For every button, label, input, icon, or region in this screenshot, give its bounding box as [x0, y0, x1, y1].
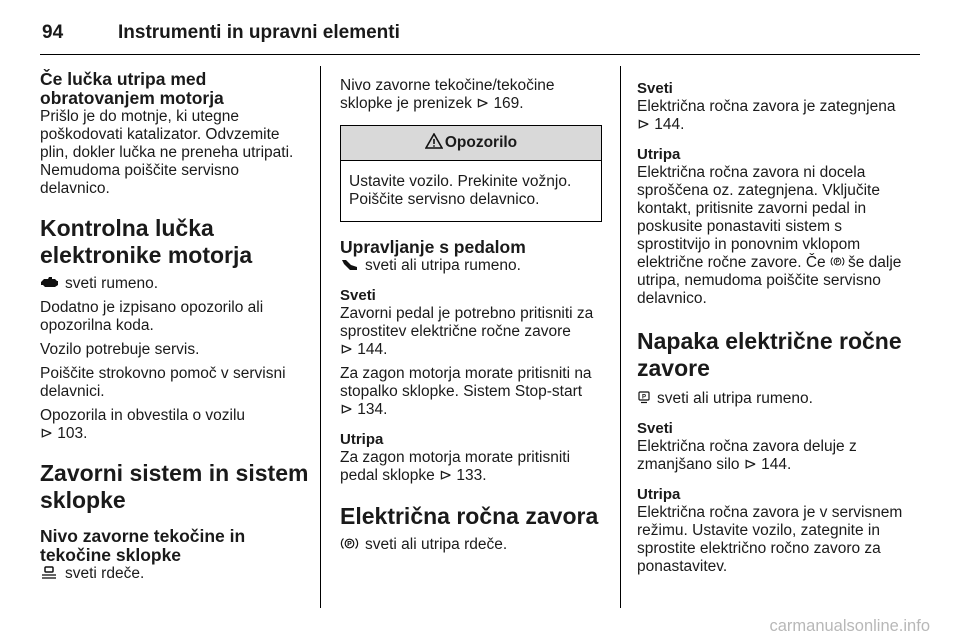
warning-box-header	[341, 126, 601, 161]
heading-electric-parking-brake: Električna ročna zavora	[340, 503, 599, 529]
page-ref-arrow-icon: ⊳	[439, 467, 457, 484]
warning-triangle-icon	[425, 128, 443, 144]
engine-lamp-line: sveti rumeno.	[40, 275, 310, 293]
paragraph-service-needed: Vozilo potrebuje servis.	[40, 341, 200, 358]
page-header	[40, 14, 920, 55]
page-ref-arrow-icon: ⊳	[743, 456, 762, 473]
column-divider-2	[620, 66, 621, 608]
paragraph-epb-not-released: Električna ročna zavora ni docela sproščena oz. zategnjena. Vključite kontakt, pritisnite zavorni pedal in poskusite ponastaviti sistem s sprostitvijo in ponovnim vklopom električne ročne zavore. Če P še dalje utripa, nemudoma poiščite servisno delavnico.	[637, 164, 902, 307]
paragraph-warning-code: Dodatno je izpisano opozorilo ali opozorilna koda.	[40, 299, 264, 334]
brake-fluid-icon	[40, 566, 59, 579]
heading-brake-clutch: Zavorni sistem in sistem sklopke	[40, 460, 309, 513]
pedal-lamp-line: sveti ali utripa rumeno.	[340, 257, 602, 275]
paragraph-service-mode: Električna ročna zavora je v servisnem režimu. Ustavite vozilo, zategnite in sprostite električno ročno zavoro za ponastavitev.	[637, 504, 903, 575]
page-ref-arrow-icon: ⊳	[40, 425, 58, 442]
epb-lamp-line: P sveti ali utripa rdeče.	[340, 536, 602, 554]
paragraph-clutch-pedal: Za zagon motorja morate pritisniti pedal sklopke ⊳ 133.	[340, 449, 571, 484]
subheading-flashing: Utripa	[637, 146, 681, 163]
fault-lamp-line: P sveti ali utripa rumeno.	[637, 390, 907, 408]
paragraph-epb-applied: Električna ročna zavora je zategnjena ⊳ 144.	[637, 98, 896, 133]
paragraph-vehicle-messages: Opozorila in obvestila o vozilu ⊳ 103.	[40, 407, 246, 442]
paragraph-seek-help: Poiščite strokovno pomoč v servisni delavnici.	[40, 365, 286, 400]
brake-lamp-line: sveti rdeče.	[40, 565, 310, 583]
engine-check-icon	[40, 276, 59, 289]
chapter-title: Instrumenti in upravni elementi	[118, 22, 400, 43]
subheading-flashing: Utripa	[637, 486, 681, 503]
subheading-lit: Sveti	[637, 420, 673, 437]
svg-text:P: P	[347, 541, 352, 549]
watermark: carmanualsonline.info	[769, 617, 930, 635]
parking-brake-icon	[830, 255, 845, 268]
heading-fluid-level: Nivo zavorne tekočine in tekočine sklopke	[40, 526, 246, 565]
warning-text: Ustavite vozilo. Prekinite vožnjo. Poiščite servisno delavnico.	[349, 173, 572, 208]
page-ref-arrow-icon: ⊳	[340, 341, 358, 358]
column-2	[340, 77, 602, 554]
subheading-lit: Sveti	[340, 287, 376, 304]
heading-engine-electronics: Kontrolna lučka elektronike motorja	[40, 215, 253, 268]
page-number: 94	[42, 22, 64, 43]
page-ref-arrow-icon: ⊳	[340, 401, 358, 418]
subheading-lit: Sveti	[637, 80, 673, 97]
heading-pedal-operation: Upravljanje s pedalom	[340, 237, 526, 257]
paragraph-catalyst: Prišlo je do motnje, ki utegne poškodovati katalizator. Odvzemite plin, dokler lučka ne preneha utripati. Nemudoma poiščite servisno delavnico.	[40, 108, 294, 197]
foot-pedal-icon	[340, 258, 359, 271]
parking-brake-icon	[340, 537, 359, 550]
page-ref-arrow-icon: ⊳	[476, 95, 494, 112]
column-divider-1	[320, 66, 321, 608]
svg-text:P: P	[641, 394, 647, 401]
heading-epb-fault: Napaka električne ročne zavore	[637, 328, 902, 381]
page-ref-arrow-icon: ⊳	[637, 116, 655, 133]
parking-brake-fault-icon	[637, 391, 651, 404]
paragraph-brake-pedal: Zavorni pedal je potrebno pritisniti za sprostitev električne ročne zavore ⊳ 144.	[340, 305, 594, 358]
warning-title: Opozorilo	[444, 134, 518, 151]
column-1	[40, 70, 310, 583]
svg-text:P: P	[835, 259, 840, 266]
paragraph-fluid-low: Nivo zavorne tekočine/tekočine sklopke je prenizek ⊳ 169.	[340, 77, 555, 112]
subheading-flashing: Utripa	[340, 431, 384, 448]
warning-box	[340, 125, 602, 222]
heading-flashing-lamp: Če lučka utripa med obratovanjem motorja	[40, 69, 224, 108]
column-3	[637, 80, 907, 576]
paragraph-reduced-force: Električna ročna zavora deluje z zmanjšano silo ⊳ 144.	[637, 438, 857, 473]
paragraph-clutch-start: Za zagon motorja morate pritisniti na stopalko sklopke. Sistem Stop-start ⊳ 134.	[340, 365, 592, 418]
